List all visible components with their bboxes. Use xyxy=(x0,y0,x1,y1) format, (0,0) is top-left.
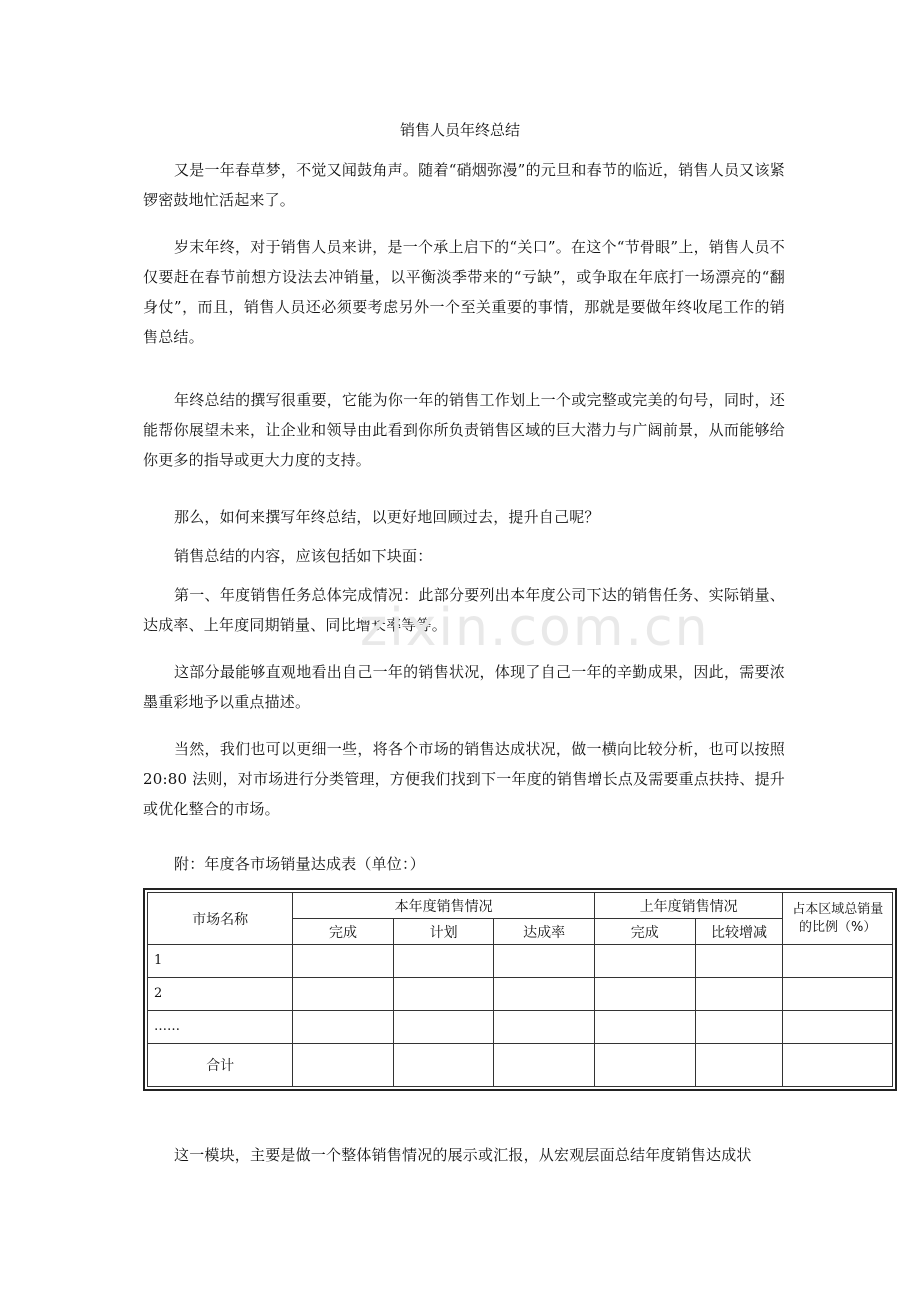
table-cell xyxy=(494,1010,595,1043)
table-cell xyxy=(293,1043,394,1086)
table-cell xyxy=(494,977,595,1010)
paragraph-1: 又是一年春草梦，不觉又闻鼓角声。随着“硝烟弥漫”的元旦和春节的临近，销售人员又该紧锣密鼓地忙活起来了。 xyxy=(143,161,785,209)
table-cell xyxy=(783,1010,893,1043)
table-cell xyxy=(695,945,783,978)
paragraph-6: 第一、年度销售任务总体完成情况：此部分要列出本年度公司下达的销售任务、实际销量、达成率、上年度同期销量、同比增长率等等。 xyxy=(143,586,785,634)
table-cell xyxy=(594,977,695,1010)
subheader-plan: 计划 xyxy=(393,919,494,945)
subheader-complete: 完成 xyxy=(293,919,394,945)
subheader-last-complete: 完成 xyxy=(594,919,695,945)
table-caption: 附：年度各市场销量达成表（单位：） xyxy=(174,855,425,873)
table-cell xyxy=(783,945,893,978)
table-cell xyxy=(695,1043,783,1086)
paragraph-7: 这部分最能够直观地看出自己一年的销售状况，体现了自己一年的辛勤成果，因此，需要浓墨重彩地予以重点描述。 xyxy=(143,663,785,711)
subheader-rate: 达成率 xyxy=(494,919,595,945)
paragraph-3: 年终总结的撰写很重要，它能为你一年的销售工作划上一个或完整或完美的句号，同时，还能帮你展望未来，让企业和领导由此看到你所负责销售区域的巨大潜力与广阔前景，从而能够给你更多的指导或更大力度的支持。 xyxy=(143,391,785,469)
table-cell xyxy=(594,1043,695,1086)
sales-achievement-table xyxy=(147,892,893,1087)
table-cell xyxy=(594,945,695,978)
table-cell xyxy=(594,1010,695,1043)
header-share: 占本区域总销量的比例（%） xyxy=(783,893,893,945)
paragraph-8: 当然，我们也可以更细一些，将各个市场的销售达成状况，做一横向比较分析，也可以按照 20:80 法则，对市场进行分类管理，方便我们找到下一年度的销售增长点及需要重点扶持、提升或优化整合的市场。 xyxy=(143,740,785,818)
table-cell xyxy=(783,977,893,1010)
table-cell xyxy=(393,1043,494,1086)
paragraph-2: 岁末年终，对于销售人员来讲，是一个承上启下的“关口”。在这个“节骨眼”上，销售人员不仅要赶在春节前想方设法去冲销量，以平衡淡季带来的“亏缺”，或争取在年底打一场漂亮的“翻身仗”，而且，销售人员还必须要考虑另外一个至关重要的事情，那就是要做年终收尾工作的销售总结。 xyxy=(143,238,785,346)
sales-table-frame xyxy=(143,888,897,1091)
subheader-compare: 比较增减 xyxy=(695,919,783,945)
table-row-label: …… xyxy=(148,1010,293,1043)
table-row-label: 1 xyxy=(148,945,293,978)
table-total-label: 合计 xyxy=(148,1043,293,1086)
header-market-name: 市场名称 xyxy=(148,893,293,945)
paragraph-4: 那么，如何来撰写年终总结，以更好地回顾过去，提升自己呢？ xyxy=(174,508,600,526)
table-cell xyxy=(393,945,494,978)
table-cell xyxy=(494,945,595,978)
header-this-year: 本年度销售情况 xyxy=(293,893,595,919)
paragraph-5: 销售总结的内容，应该包括如下块面： xyxy=(174,547,433,565)
table-cell xyxy=(393,1010,494,1043)
table-cell xyxy=(293,1010,394,1043)
table-cell xyxy=(393,977,494,1010)
table-cell xyxy=(293,945,394,978)
closing-paragraph: 这一模块，主要是做一个整体销售情况的展示或汇报，从宏观层面总结年度销售达成状 xyxy=(174,1146,752,1164)
table-cell xyxy=(783,1043,893,1086)
header-last-year: 上年度销售情况 xyxy=(594,893,782,919)
table-cell xyxy=(695,977,783,1010)
watermark: zixin.com.cn xyxy=(360,598,710,658)
table-cell xyxy=(494,1043,595,1086)
table-row-label: 2 xyxy=(148,977,293,1010)
document-title: 销售人员年终总结 xyxy=(399,121,520,139)
table-cell xyxy=(293,977,394,1010)
table-cell xyxy=(695,1010,783,1043)
